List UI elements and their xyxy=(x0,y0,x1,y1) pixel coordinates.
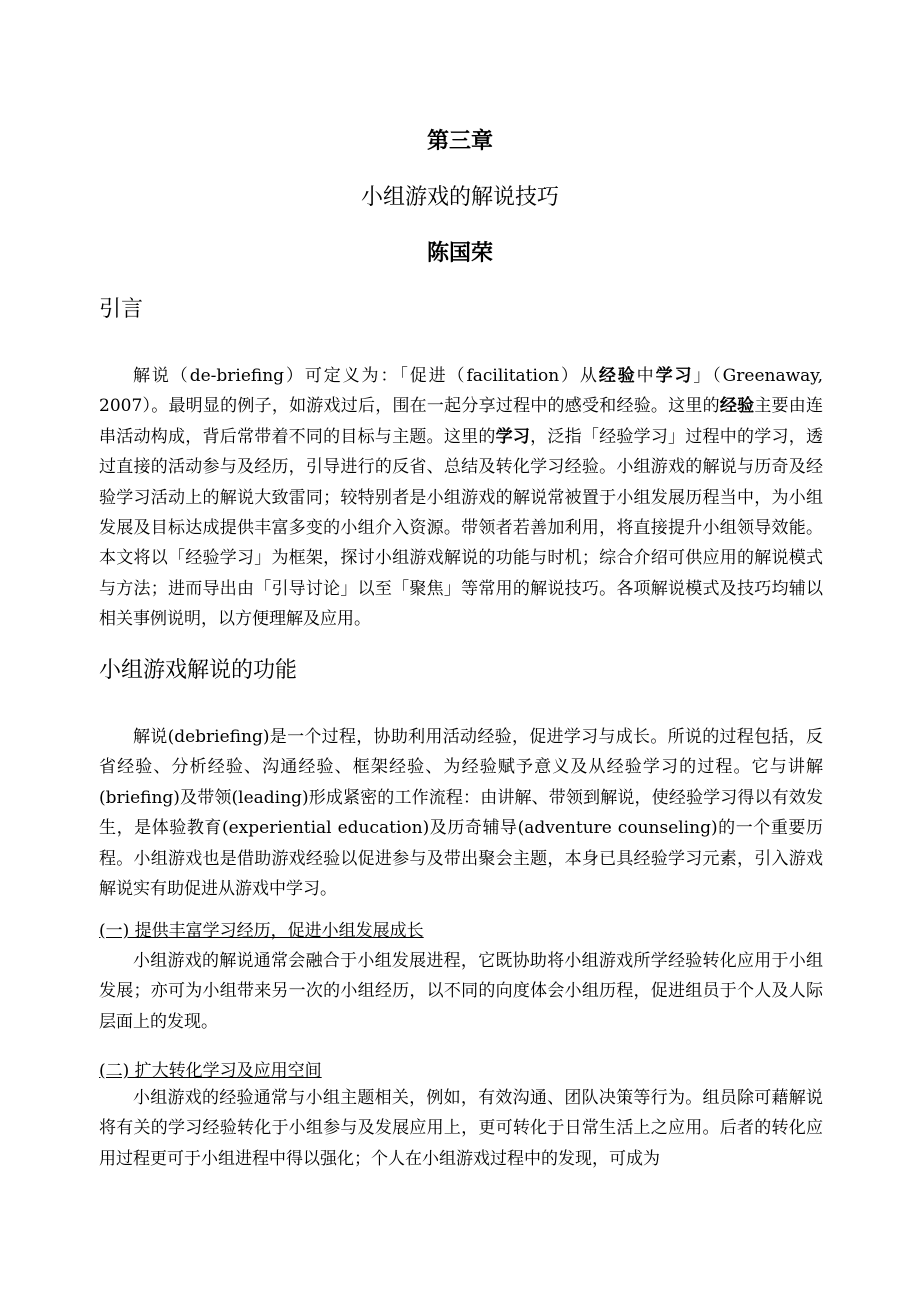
intro-text-2: 中 xyxy=(636,366,656,386)
intro-bold-learning-2: 学习 xyxy=(495,426,531,447)
subsection-1-paragraph: 小组游戏的解说通常会融合于小组发展进程，它既协助将小组游戏所学经验转化应用于小组发展；亦可为小组带来另一次的小组经历，以不同的向度体会小组历程，促进组员于个人及人际层面上的发现。 xyxy=(99,951,823,1032)
subsection-1-title: (一) 提供丰富学习经历，促进小组发展成长 xyxy=(99,921,424,941)
intro-text-5: ，泛指「经验学习」过程中的学习，透过直接的活动参与及经历，引导进行的反省、总结及转化学习经验。小组游戏的解说与历奇及经验学习活动上的解说大致雷同；较特别者是小组游戏的解说常被置于小组发展历程当中，为小组发展及目标达成提供丰富多变的小组介入资源。带领者若善加利用，将直接提升小组领导效能。本文将以「经验学习」为框架，探讨小组游戏解说的功能与时机；综合介绍可供应用的解说模式与方法；进而导出由「引导讨论」以至「聚焦」等常用的解说技巧。各项解说模式及技巧均辅以相关事例说明，以方便理解及应用。 xyxy=(99,426,824,630)
intro-text-1: 解说（de-briefing）可定义为：「促进（facilitation）从 xyxy=(133,366,599,386)
function-paragraph: 解说(debriefing)是一个过程，协助利用活动经验，促进学习与成长。所说的过程包括，反省经验、分析经验、沟通经验、框架经验、为经验赋予意义及从经验学习的过程。它与讲解(briefing)及带领(leading)形成紧密的工作流程：由讲解、带领到解说，使经验学习得以有效发生，是体验教育(experiential education)及历奇辅导(adventure counseling)的一个重要历程。小组游戏也是借助游戏经验以促进参与及带出聚会主题，本身已具经验学习元素，引入游戏解说实有助促进从游戏中学习。 xyxy=(99,727,823,900)
author-name: 陈国荣 xyxy=(426,240,493,266)
intro-heading: 引言 xyxy=(99,297,144,322)
intro-text-3: 」（Greenaway, 2007）。最明显的例子，如游戏过后，围在一起分享过程中的感受和经验。这里的 xyxy=(99,366,824,417)
chapter-title: 小组游戏的解说技巧 xyxy=(360,185,559,210)
chapter-number: 第三章 xyxy=(426,128,493,154)
intro-bold-learning: 学习 xyxy=(655,366,694,386)
subsection-2-title: (二) 扩大转化学习及应用空间 xyxy=(99,1061,322,1081)
subsection-2-paragraph: 小组游戏的经验通常与小组主题相关，例如，有效沟通、团队决策等行为。组员除可藉解说将有关的学习经验转化于小组参与及发展应用上，更可转化于日常生活上之应用。后者的转化应用过程更可于小组进程中得以强化；个人在小组游戏过程中的发现，可成为 xyxy=(99,1088,823,1169)
intro-paragraph xyxy=(99,361,823,635)
function-heading: 小组游戏解说的功能 xyxy=(99,658,298,683)
intro-bold-experience: 经验 xyxy=(598,366,637,386)
intro-bold-experience-2: 经验 xyxy=(719,396,755,417)
intro-text-4: 主要由连串活动构成，背后常带着不同的目标与主题。这里的 xyxy=(99,396,824,447)
